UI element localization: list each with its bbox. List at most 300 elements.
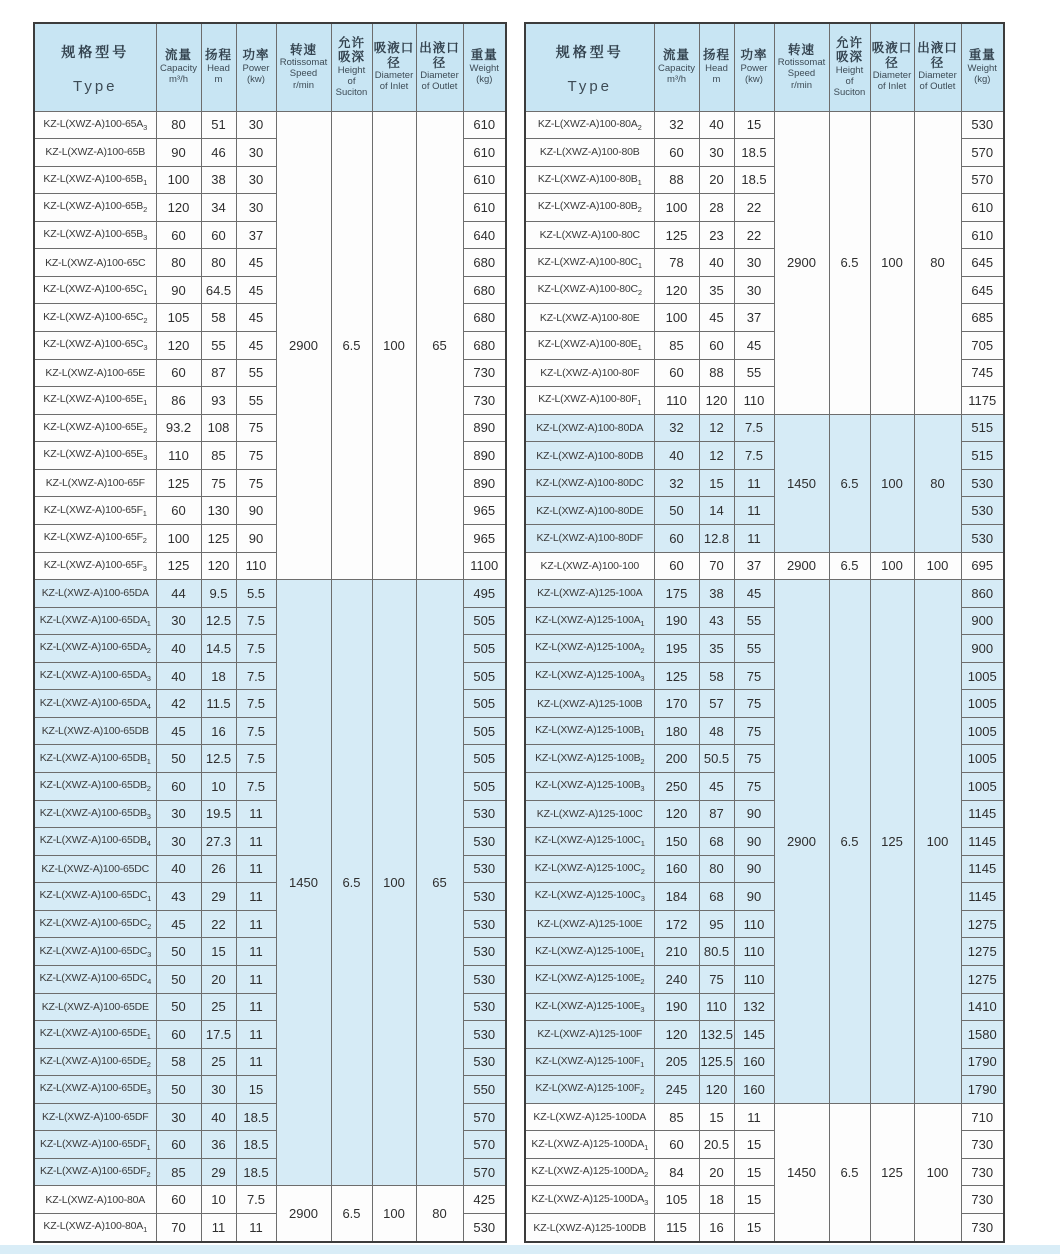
type-cell: KZ-L(XWZ-A)100-80DB [525, 442, 654, 470]
power-cell: 37 [734, 552, 774, 580]
type-subscript: 1 [637, 343, 642, 353]
header-label-en: Diameter of Outlet [918, 70, 957, 93]
type-cell: $KZ-L(XWZ-A)100-65DF_1$ [34, 1131, 156, 1159]
type-subscript: 2 [146, 646, 151, 656]
header-cell-inlet [372, 23, 416, 111]
weight-cell: 890 [463, 442, 506, 470]
power-cell: 75 [236, 442, 276, 470]
power-cell: 18.5 [236, 1158, 276, 1186]
type-subscript: 2 [640, 867, 645, 877]
type-cell: KZ-L(XWZ-A)100-80A [34, 1186, 156, 1214]
head-cell: 30 [699, 139, 734, 167]
weight-cell: 1275 [961, 938, 1004, 966]
header-label-zh: 出液口径 [917, 41, 958, 70]
type-subscript: 1 [640, 949, 645, 959]
type-cell: KZ-L(XWZ-A)100-65E [34, 359, 156, 387]
power-cell: 30 [236, 111, 276, 139]
type-subscript: 2 [637, 288, 642, 298]
weight-cell: 730 [961, 1158, 1004, 1186]
header-label-zh: 出液口径 [419, 41, 460, 70]
capacity-cell: 50 [156, 993, 201, 1021]
type-cell: $KZ-L(XWZ-A)100-80C_2$ [525, 276, 654, 304]
weight-cell: 530 [463, 993, 506, 1021]
header-unit: (kg) [974, 74, 991, 86]
weight-cell: 570 [463, 1158, 506, 1186]
header-label-zh: 转速 [787, 42, 815, 57]
power-cell: 110 [734, 938, 774, 966]
table-row [525, 1103, 1004, 1131]
power-cell: 11 [236, 800, 276, 828]
head-cell: 58 [699, 662, 734, 690]
capacity-cell: 210 [654, 938, 699, 966]
speed-cell: 2900 [774, 580, 829, 1104]
capacity-cell: 190 [654, 607, 699, 635]
power-cell: 15 [734, 1214, 774, 1243]
type-cell: KZ-L(XWZ-A)125-100DA [525, 1103, 654, 1131]
power-cell: 15 [236, 1076, 276, 1104]
weight-cell: 530 [463, 883, 506, 911]
type-cell: $KZ-L(XWZ-A)100-65E_1$ [34, 387, 156, 415]
head-cell: 80.5 [699, 938, 734, 966]
suction-cell: 6.5 [829, 414, 870, 552]
type-subscript: 1 [143, 398, 148, 408]
type-cell: $KZ-L(XWZ-A)100-65DE_1$ [34, 1021, 156, 1049]
type-cell: $KZ-L(XWZ-A)100-65DA_3$ [34, 662, 156, 690]
power-cell: 132 [734, 993, 774, 1021]
weight-cell: 530 [961, 497, 1004, 525]
head-cell: 108 [201, 414, 236, 442]
head-cell: 120 [201, 552, 236, 580]
type-cell: $KZ-L(XWZ-A)125-100E_3$ [525, 993, 654, 1021]
type-subscript: 2 [637, 205, 642, 215]
power-cell: 7.5 [236, 690, 276, 718]
power-cell: 11 [236, 1214, 276, 1243]
type-subscript: 2 [142, 536, 147, 546]
power-cell: 18.5 [734, 166, 774, 194]
power-cell: 45 [236, 332, 276, 360]
type-cell: $KZ-L(XWZ-A)125-100DA_1$ [525, 1131, 654, 1159]
head-cell: 68 [699, 828, 734, 856]
type-cell: $KZ-L(XWZ-A)125-100F_2$ [525, 1076, 654, 1104]
capacity-cell: 60 [654, 524, 699, 552]
capacity-cell: 100 [654, 304, 699, 332]
type-cell: $KZ-L(XWZ-A)100-65F_2$ [34, 524, 156, 552]
power-cell: 145 [734, 1021, 774, 1049]
power-cell: 15 [734, 1158, 774, 1186]
header-label-zh: 规格型号 [555, 43, 624, 60]
power-cell: 55 [734, 607, 774, 635]
inlet-cell: 100 [372, 580, 416, 1186]
capacity-cell: 30 [156, 828, 201, 856]
weight-cell: 610 [463, 139, 506, 167]
capacity-cell: 50 [156, 745, 201, 773]
type-cell: $KZ-L(XWZ-A)100-65E_2$ [34, 414, 156, 442]
capacity-cell: 40 [654, 442, 699, 470]
outlet-cell: 80 [914, 414, 961, 552]
capacity-cell: 190 [654, 993, 699, 1021]
power-cell: 75 [734, 662, 774, 690]
head-cell: 43 [699, 607, 734, 635]
head-cell: 16 [699, 1214, 734, 1243]
weight-cell: 530 [463, 1021, 506, 1049]
type-subscript: 3 [143, 453, 148, 463]
weight-cell: 680 [463, 332, 506, 360]
header-label-zh: 允许吸深 [337, 35, 365, 65]
power-cell: 7.5 [236, 773, 276, 801]
type-cell: $KZ-L(XWZ-A)125-100E_1$ [525, 938, 654, 966]
type-cell: $KZ-L(XWZ-A)125-100B_3$ [525, 773, 654, 801]
type-cell: $KZ-L(XWZ-A)100-65DB_3$ [34, 800, 156, 828]
weight-cell: 1790 [961, 1076, 1004, 1104]
pump-spec-tables [33, 22, 1005, 1243]
power-cell: 37 [734, 304, 774, 332]
weight-cell: 570 [961, 139, 1004, 167]
type-subscript: 1 [146, 618, 151, 628]
capacity-cell: 60 [156, 359, 201, 387]
weight-cell: 645 [961, 276, 1004, 304]
header-unit: m³/h [667, 74, 686, 86]
speed-cell: 1450 [774, 414, 829, 552]
capacity-cell: 30 [156, 800, 201, 828]
header-label-en: Diameter of Outlet [420, 70, 459, 93]
capacity-cell: 125 [654, 221, 699, 249]
type-cell: $KZ-L(XWZ-A)100-65E_3$ [34, 442, 156, 470]
power-cell: 45 [734, 580, 774, 608]
head-cell: 29 [201, 1158, 236, 1186]
weight-cell: 530 [463, 1214, 506, 1243]
type-cell: $KZ-L(XWZ-A)100-80C_1$ [525, 249, 654, 277]
header-label-zh: 转速 [289, 42, 317, 57]
head-cell: 40 [699, 249, 734, 277]
suction-cell: 6.5 [331, 580, 372, 1186]
header-label-en: Height of Suciton [833, 64, 866, 98]
power-cell: 7.5 [236, 745, 276, 773]
type-subscript: 2 [143, 426, 148, 436]
header-label-en: Weight [469, 62, 499, 74]
weight-cell: 515 [961, 442, 1004, 470]
weight-cell: 890 [463, 469, 506, 497]
header-label-en: Rotissomat Speed [777, 57, 826, 79]
type-subscript: 2 [640, 977, 645, 987]
header-unit: m [214, 74, 223, 86]
type-cell: $KZ-L(XWZ-A)100-80B_1$ [525, 166, 654, 194]
type-cell: KZ-L(XWZ-A)100-65B [34, 139, 156, 167]
head-cell: 12 [699, 442, 734, 470]
head-cell: 25 [201, 993, 236, 1021]
power-cell: 75 [236, 469, 276, 497]
type-cell: KZ-L(XWZ-A)125-100F [525, 1021, 654, 1049]
power-cell: 110 [734, 910, 774, 938]
power-cell: 75 [734, 690, 774, 718]
spec-table [33, 22, 507, 1243]
type-cell: $KZ-L(XWZ-A)125-100C_3$ [525, 883, 654, 911]
header-label-zh: 允许吸深 [835, 35, 863, 65]
head-cell: 45 [699, 304, 734, 332]
weight-cell: 505 [463, 773, 506, 801]
type-subscript: 3 [146, 674, 151, 684]
head-cell: 60 [699, 332, 734, 360]
capacity-cell: 160 [654, 855, 699, 883]
head-cell: 80 [699, 855, 734, 883]
type-cell: KZ-L(XWZ-A)100-65DA [34, 580, 156, 608]
header-label-zh: 规格型号 [61, 43, 130, 60]
type-subscript: 2 [146, 1059, 151, 1069]
capacity-cell: 125 [156, 552, 201, 580]
head-cell: 38 [699, 580, 734, 608]
weight-cell: 530 [463, 965, 506, 993]
head-cell: 15 [201, 938, 236, 966]
type-cell: $KZ-L(XWZ-A)100-65B_3$ [34, 221, 156, 249]
type-subscript: 3 [640, 674, 645, 684]
power-cell: 5.5 [236, 580, 276, 608]
power-cell: 11 [734, 524, 774, 552]
type-cell: $KZ-L(XWZ-A)125-100C_1$ [525, 828, 654, 856]
header-cell-outlet [914, 23, 961, 111]
bottom-strip [0, 1245, 1060, 1254]
head-cell: 57 [699, 690, 734, 718]
header-label-en: Head [207, 62, 230, 74]
weight-cell: 730 [463, 387, 506, 415]
head-cell: 20 [699, 1158, 734, 1186]
power-cell: 75 [734, 773, 774, 801]
power-cell: 11 [236, 910, 276, 938]
speed-cell: 2900 [276, 111, 331, 580]
head-cell: 28 [699, 194, 734, 222]
type-cell: KZ-L(XWZ-A)125-100DB [525, 1214, 654, 1243]
capacity-cell: 60 [156, 773, 201, 801]
capacity-cell: 60 [156, 497, 201, 525]
type-cell: KZ-L(XWZ-A)100-80E [525, 304, 654, 332]
header-cell-speed [774, 23, 829, 111]
power-cell: 75 [734, 745, 774, 773]
head-cell: 45 [699, 773, 734, 801]
header-label-en: Head [705, 62, 728, 74]
outlet-cell: 65 [416, 580, 463, 1186]
header-unit: (kw) [745, 74, 763, 86]
header-label-en: Power [242, 62, 270, 74]
header-label-zh: 扬程 [204, 48, 232, 63]
weight-cell: 505 [463, 607, 506, 635]
head-cell: 10 [201, 773, 236, 801]
power-cell: 11 [734, 497, 774, 525]
type-cell: $KZ-L(XWZ-A)100-80A_1$ [34, 1214, 156, 1243]
header-cell-weight [463, 23, 506, 111]
power-cell: 11 [236, 1021, 276, 1049]
suction-cell: 6.5 [331, 111, 372, 580]
capacity-cell: 40 [156, 635, 201, 663]
power-cell: 45 [236, 276, 276, 304]
power-cell: 110 [236, 552, 276, 580]
type-cell: KZ-L(XWZ-A)100-80F [525, 359, 654, 387]
head-cell: 51 [201, 111, 236, 139]
power-cell: 160 [734, 1048, 774, 1076]
header-label-en: Diameter of Inlet [872, 70, 912, 93]
capacity-cell: 180 [654, 717, 699, 745]
type-subscript: 2 [637, 122, 642, 132]
capacity-cell: 42 [156, 690, 201, 718]
header-cell-outlet [416, 23, 463, 111]
head-cell: 27.3 [201, 828, 236, 856]
capacity-cell: 43 [156, 883, 201, 911]
header-unit: m³/h [169, 74, 188, 86]
weight-cell: 495 [463, 580, 506, 608]
weight-cell: 505 [463, 662, 506, 690]
type-cell: $KZ-L(XWZ-A)125-100C_2$ [525, 855, 654, 883]
table-header [525, 23, 1004, 111]
capacity-cell: 60 [654, 359, 699, 387]
weight-cell: 680 [463, 249, 506, 277]
header-label-en: Rotissomat Speed [279, 57, 328, 79]
type-subscript: 1 [644, 1142, 649, 1152]
suction-cell: 6.5 [829, 580, 870, 1104]
inlet-cell: 100 [870, 552, 914, 580]
power-cell: 75 [236, 414, 276, 442]
weight-cell: 530 [463, 828, 506, 856]
head-cell: 132.5 [699, 1021, 734, 1049]
inlet-cell: 100 [372, 1186, 416, 1242]
power-cell: 15 [734, 1131, 774, 1159]
weight-cell: 705 [961, 332, 1004, 360]
weight-cell: 530 [961, 469, 1004, 497]
head-cell: 68 [699, 883, 734, 911]
type-subscript: 1 [637, 398, 642, 408]
head-cell: 10 [201, 1186, 236, 1214]
power-cell: 7.5 [734, 414, 774, 442]
power-cell: 37 [236, 221, 276, 249]
capacity-cell: 172 [654, 910, 699, 938]
head-cell: 130 [201, 497, 236, 525]
suction-cell: 6.5 [829, 1103, 870, 1242]
capacity-cell: 50 [156, 1076, 201, 1104]
inlet-cell: 100 [372, 111, 416, 580]
weight-cell: 530 [463, 1048, 506, 1076]
type-cell: KZ-L(XWZ-A)100-80DE [525, 497, 654, 525]
type-cell: $KZ-L(XWZ-A)100-65B_1$ [34, 166, 156, 194]
capacity-cell: 120 [654, 276, 699, 304]
power-cell: 75 [734, 717, 774, 745]
type-cell: $KZ-L(XWZ-A)100-65DF_2$ [34, 1158, 156, 1186]
type-cell: KZ-L(XWZ-A)100-65DE [34, 993, 156, 1021]
capacity-cell: 45 [156, 910, 201, 938]
head-cell: 75 [201, 469, 236, 497]
type-subscript: 2 [640, 1087, 645, 1097]
capacity-cell: 60 [156, 1021, 201, 1049]
type-subscript: 1 [147, 894, 152, 904]
head-cell: 64.5 [201, 276, 236, 304]
power-cell: 90 [734, 883, 774, 911]
power-cell: 11 [734, 1103, 774, 1131]
power-cell: 18.5 [734, 139, 774, 167]
type-cell: $KZ-L(XWZ-A)100-80E_1$ [525, 332, 654, 360]
speed-cell: 1450 [276, 580, 331, 1186]
weight-cell: 530 [463, 910, 506, 938]
power-cell: 30 [734, 249, 774, 277]
weight-cell: 1145 [961, 855, 1004, 883]
power-cell: 90 [734, 828, 774, 856]
header-label-zh: 功率 [740, 48, 768, 63]
inlet-cell: 125 [870, 580, 914, 1104]
power-cell: 45 [236, 249, 276, 277]
capacity-cell: 60 [156, 1131, 201, 1159]
capacity-cell: 30 [156, 607, 201, 635]
power-cell: 7.5 [236, 635, 276, 663]
type-cell: KZ-L(XWZ-A)100-65DC [34, 855, 156, 883]
weight-cell: 1275 [961, 965, 1004, 993]
type-cell: $KZ-L(XWZ-A)100-65DB_4$ [34, 828, 156, 856]
table-row [525, 580, 1004, 608]
head-cell: 125.5 [699, 1048, 734, 1076]
spec-table-right [524, 22, 1005, 1243]
header-cell-capacity [156, 23, 201, 111]
type-cell: $KZ-L(XWZ-A)100-65F_3$ [34, 552, 156, 580]
weight-cell: 505 [463, 717, 506, 745]
capacity-cell: 90 [156, 139, 201, 167]
capacity-cell: 175 [654, 580, 699, 608]
power-cell: 18.5 [236, 1131, 276, 1159]
header-label-en: Type [72, 77, 118, 95]
capacity-cell: 45 [156, 717, 201, 745]
head-cell: 70 [699, 552, 734, 580]
head-cell: 15 [699, 469, 734, 497]
head-cell: 14.5 [201, 635, 236, 663]
capacity-cell: 125 [654, 662, 699, 690]
type-cell: $KZ-L(XWZ-A)100-65DA_1$ [34, 607, 156, 635]
weight-cell: 530 [463, 800, 506, 828]
weight-cell: 730 [463, 359, 506, 387]
head-cell: 11.5 [201, 690, 236, 718]
head-cell: 110 [699, 993, 734, 1021]
type-subscript: 3 [146, 811, 151, 821]
head-cell: 35 [699, 276, 734, 304]
weight-cell: 965 [463, 497, 506, 525]
type-cell: $KZ-L(XWZ-A)100-65A_3$ [34, 111, 156, 139]
capacity-cell: 125 [156, 469, 201, 497]
table-row [34, 111, 506, 139]
weight-cell: 1145 [961, 828, 1004, 856]
type-subscript: 1 [146, 756, 151, 766]
type-cell: $KZ-L(XWZ-A)100-65DA_4$ [34, 690, 156, 718]
capacity-cell: 85 [156, 1158, 201, 1186]
capacity-cell: 100 [156, 524, 201, 552]
spec-table [524, 22, 1005, 1243]
power-cell: 7.5 [734, 442, 774, 470]
power-cell: 160 [734, 1076, 774, 1104]
type-cell: KZ-L(XWZ-A)125-100B [525, 690, 654, 718]
power-cell: 11 [236, 883, 276, 911]
head-cell: 80 [201, 249, 236, 277]
header-cell-type [525, 23, 654, 111]
weight-cell: 505 [463, 690, 506, 718]
header-label-en: Capacity [160, 62, 197, 74]
head-cell: 11 [201, 1214, 236, 1243]
capacity-cell: 100 [156, 166, 201, 194]
weight-cell: 515 [961, 414, 1004, 442]
head-cell: 29 [201, 883, 236, 911]
power-cell: 11 [236, 1048, 276, 1076]
table-row [525, 414, 1004, 442]
weight-cell: 1005 [961, 773, 1004, 801]
head-cell: 75 [699, 965, 734, 993]
weight-cell: 1005 [961, 717, 1004, 745]
power-cell: 110 [734, 965, 774, 993]
weight-cell: 530 [961, 524, 1004, 552]
header-row [34, 23, 506, 111]
head-cell: 19.5 [201, 800, 236, 828]
capacity-cell: 50 [156, 938, 201, 966]
capacity-cell: 50 [654, 497, 699, 525]
type-cell: KZ-L(XWZ-A)125-100A [525, 580, 654, 608]
power-cell: 7.5 [236, 717, 276, 745]
